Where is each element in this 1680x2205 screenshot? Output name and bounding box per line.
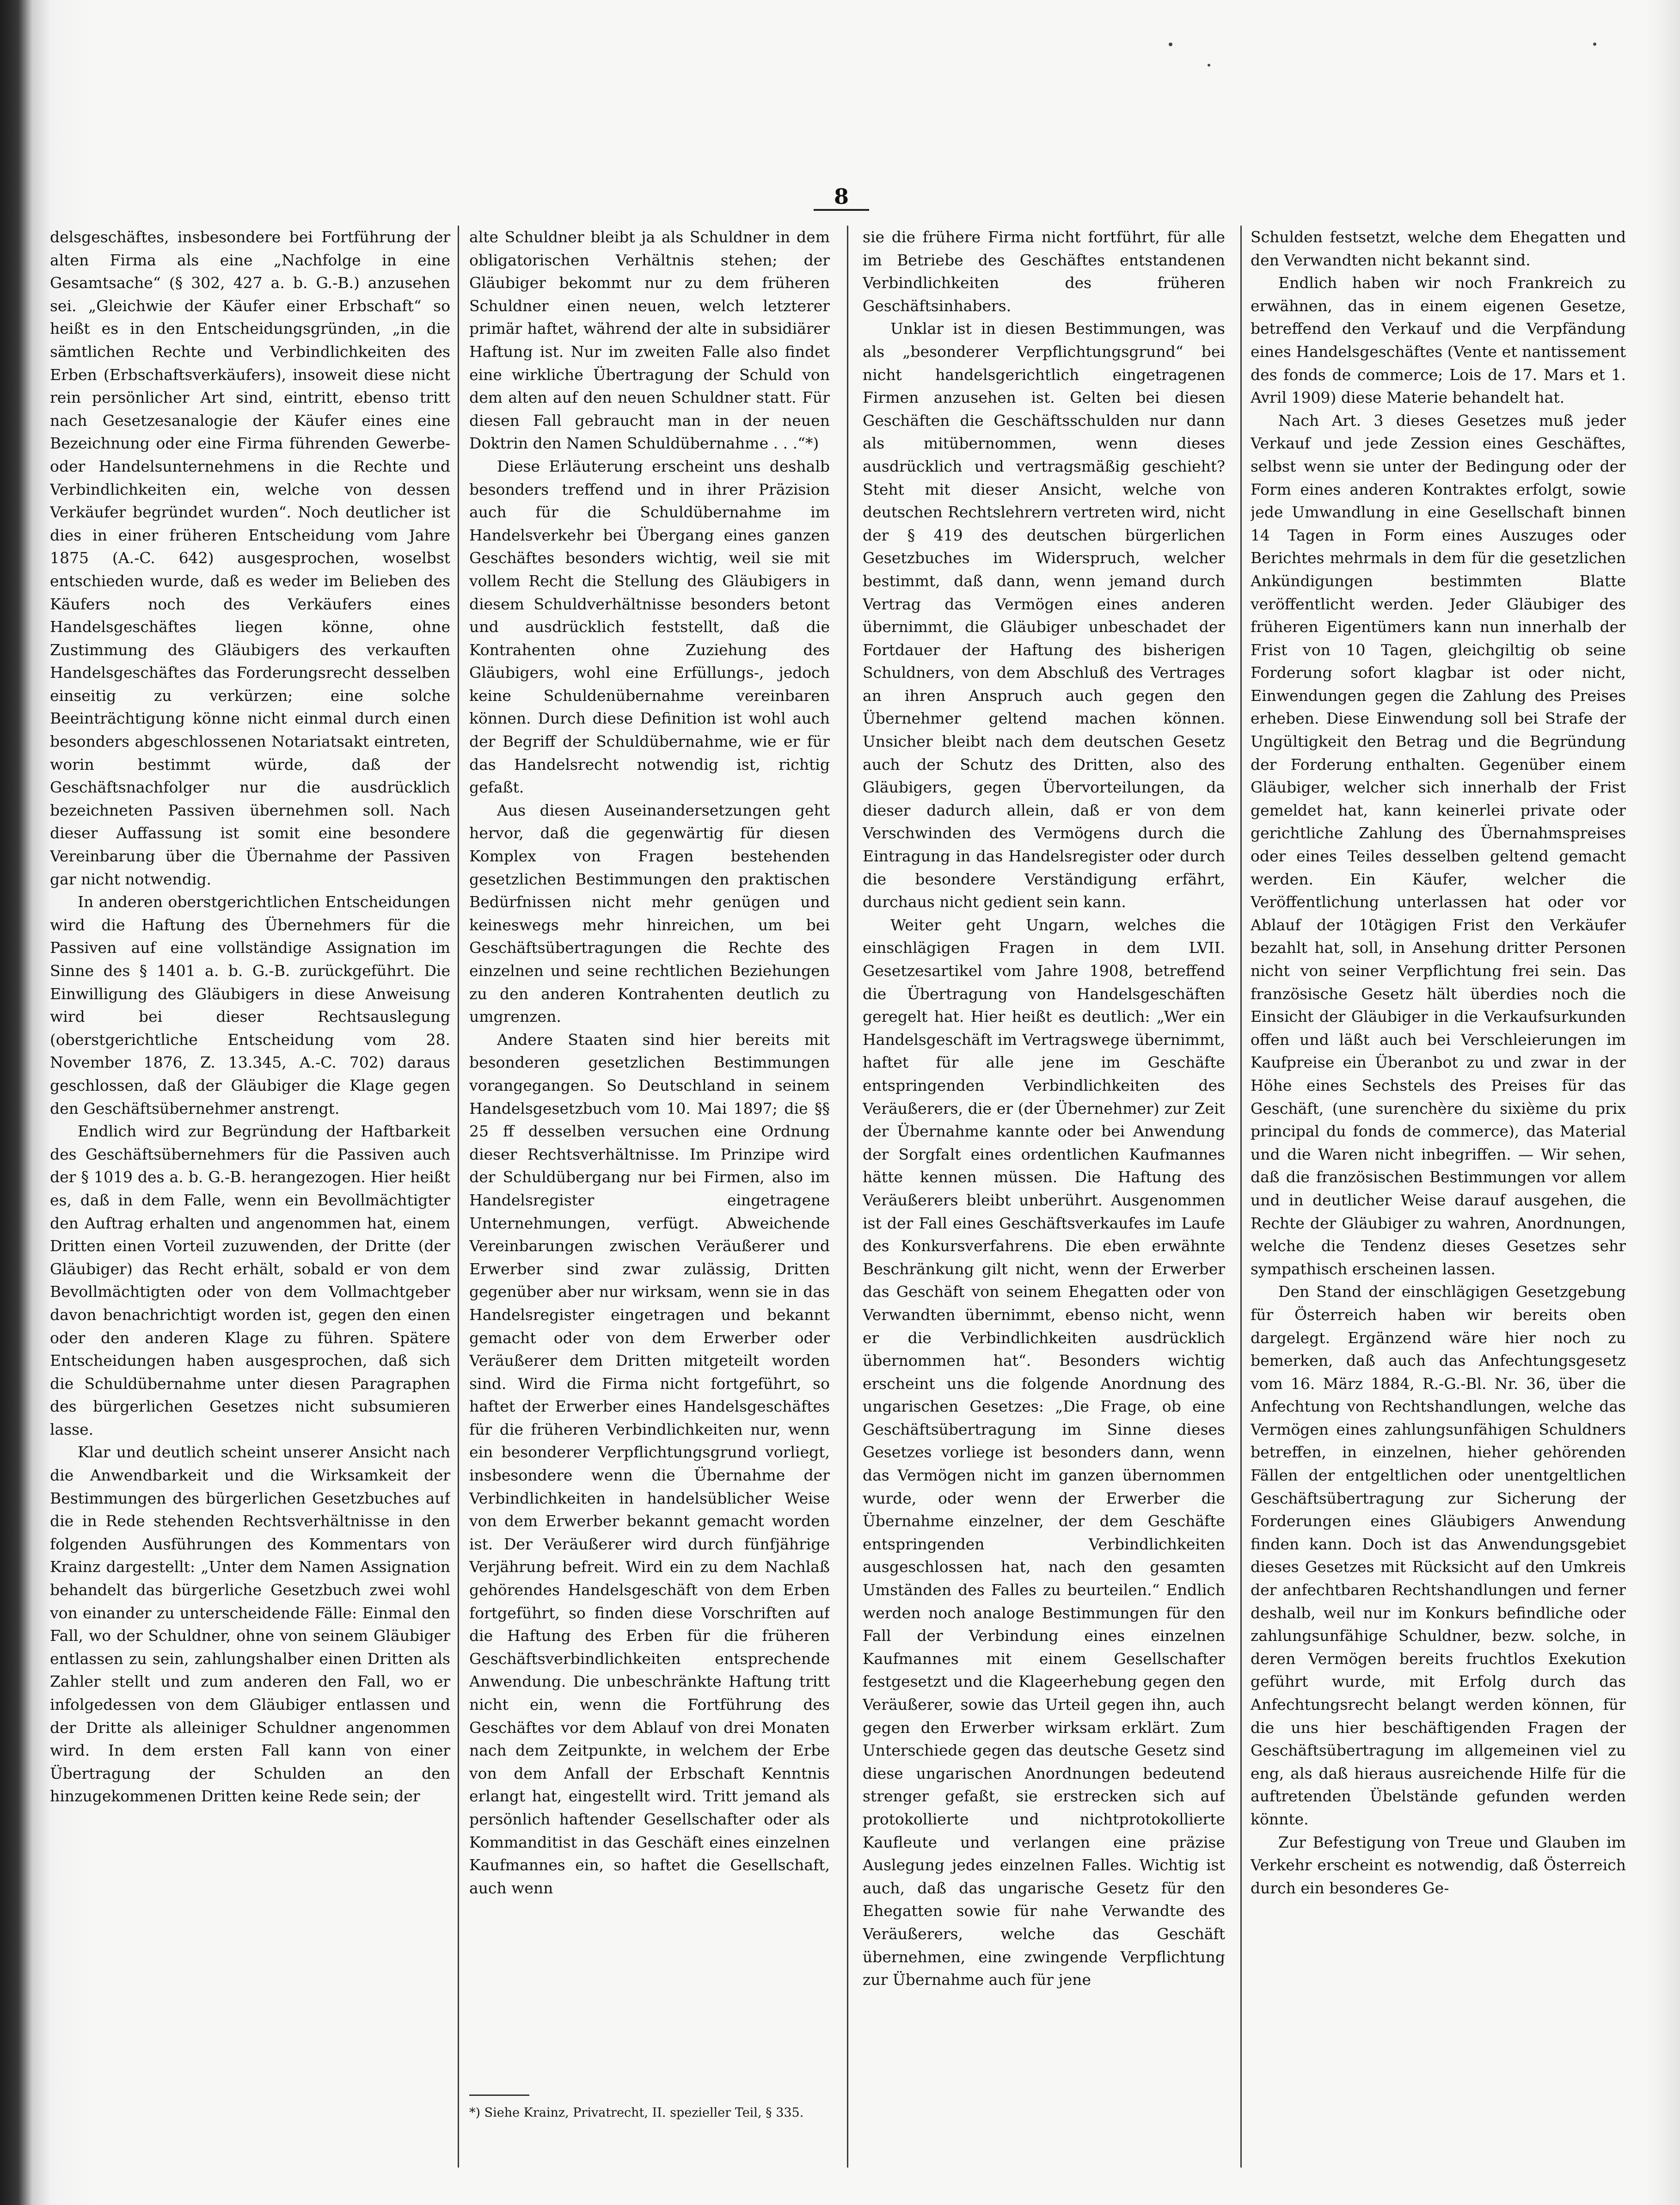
paragraph: Klar und deutlich scheint unserer Ansicht nach die Anwendbarkeit und die Wirksamkeit der Bestimmungen des bürgerlichen Gesetzbuches auf die in Rede stehenden Rechtsverhältnisse in den folgenden Ausführungen des Kommentars von Krainz dargestellt: „Unter dem Namen Assignation behandelt das bürgerliche Gesetzbuch zwei wohl von einander zu unterscheidende Fälle: Einmal den Fall, wo der Schuldner, ohne von seinem Gläubiger entlassen zu sein, zahlungshalber einen Dritten als Zahler stellt und zum anderen den Fall, wo er infolgedessen von dem Gläubiger entlassen und der Dritte als alleiniger Schuldner angenommen wird. In dem ersten Fall kann von einer Übertragung der Schulden an den hinzugekommenen Dritten keine Rede sein; der — [50, 1443, 450, 1806]
column-3 — [863, 226, 1225, 2089]
paragraph: sie die frühere Firma nicht fortführt, für alle im Betriebe des Geschäftes entstandenen Verbindlichkeiten des früheren Geschäftsinhabers. — [863, 228, 1225, 315]
page-number-rule — [814, 209, 869, 211]
page-number: 8 — [834, 184, 849, 209]
column-separator — [1240, 226, 1242, 2168]
footnote-rule — [469, 2094, 529, 2096]
paragraph: Diese Erläuterung erscheint uns deshalb besonders treffend und in ihrer Präzision auch für die Schuldübernahme im Handelsverkehr bei Übergang eines ganzen Geschäftes besonders wichtig, weil sie mit vollem Recht die Stellung des Gläubigers in diesem Schuldverhältnisse besonders betont und ausdrücklich feststellt, daß die Kontrahenten ohne Zuziehung des Gläubigers, wohl eine Erfüllungs-, jedoch keine Schuldenübernahme vereinbaren können. Durch diese Definition ist wohl auch der Begriff der Schuldübernahme, wie er für das Handelsrecht notwendig ist, richtig gefaßt. — [469, 457, 830, 797]
scan-speck — [1169, 43, 1172, 46]
column-separator — [847, 226, 848, 2168]
paragraph: Zur Befestigung von Treue und Glauben im Verkehr erscheint es notwendig, daß Österreich durch ein besonderes Ge- — [1251, 1833, 1626, 1897]
paragraph: Schulden festsetzt, welche dem Ehegatten und den Verwandten nicht bekannt sind. — [1251, 228, 1626, 269]
paragraph: Endlich haben wir noch Frankreich zu erwähnen, das in einem eigenen Gesetze, betreffend den Verkauf und die Verpfändung eines Handelsgeschäftes (Vente et nantissement des fonds de commerce; Lois de 17. Mars et 1. Avril 1909) diese Materie behandelt hat. — [1251, 274, 1626, 407]
paragraph: Weiter geht Ungarn, welches die einschlägigen Fragen in dem LVII. Gesetzesartikel vom Jahre 1908, betreffend die Übertragung von Handelsgeschäften geregelt hat. Hier heißt es deutlich: „Wer ein Handelsgeschäft im Vertragswege übernimmt, haftet für alle jene im Geschäfte entspringenden Verbindlichkeiten des Veräußerers, die er (der Übernehmer) zur Zeit der Übernahme kannte oder bei Anwendung der Sorgfalt eines ordentlichen Kaufmannes hätte kennen müssen. Die Haftung des Veräußerers bleibt unberührt. Ausgenommen ist der Fall eines Geschäftsverkaufes im Laufe des Konkursverfahrens. Die eben erwähnte Beschränkung gilt nicht, wenn der Erwerber das Geschäft von seinem Ehegatten oder von Verwandten übernimmt, ebenso nicht, wenn er die Verbindlichkeiten ausdrücklich übernommen hat“. Besonders wichtig erscheint uns die folgende Anordnung des ungarischen Gesetzes: „Die Frage, ob eine Geschäftsübertragung im Sinne dieses Gesetzes vorliege ist besonders dann, wenn das Vermögen nicht im ganzen übernommen wurde, oder wenn der Erwerber die Übernahme einzelner, der dem Geschäfte entspringenden Verbindlichkeiten ausgeschlossen hat, nach den gesamten Umständen des Falles zu beurteilen.“ Endlich werden noch analoge Bestimmungen für den Fall der Verbindung eines einzelnen Kaufmannes mit einem Gesellschafter festgesetzt und die Klageerhebung gegen den Veräußerer, sowie das Urteil gegen ihn, auch gegen den Erwerber wirksam erklärt. Zum Unterschiede gegen das deutsche Gesetz sind diese ungarischen Anordnungen bedeutend strenger gefaßt, sie erstrecken sich auf protokollierte und nichtprotokollierte Kaufleute und verlangen eine präzise Auslegung jedes einzelnen Falles. Wichtig ist auch, daß das ungarische Gesetz für den Ehegatten sowie für nahe Verwandte des Veräußerers, welche das Geschäft übernehmen, eine zwingende Verpflichtung zur Übernahme auch für jene — [863, 915, 1225, 1989]
footnote: *) Siehe Krainz, Privatrecht, II. spezieller Teil, § 335. — [469, 2106, 804, 2120]
column-1 — [50, 226, 450, 2089]
column-separator — [458, 226, 459, 2168]
scan-speck — [1593, 43, 1596, 46]
paragraph: Aus diesen Auseinandersetzungen geht hervor, daß die gegenwärtig für diesen Komplex von Fragen bestehenden gesetzlichen Bestimmungen den praktischen Bedürfnissen nicht mehr genügen und keineswegs mehr hinreichen, um bei Geschäftsübertragungen die Rechte des einzelnen und seine rechtlichen Beziehungen zu den anderen Kontrahenten deutlich zu umgrenzen. — [469, 801, 830, 1026]
paragraph: Den Stand der einschlägigen Gesetzgebung für Österreich haben wir bereits oben dargelegt. Ergänzend wäre hier noch zu bemerken, daß auch das Anfechtungsgesetz vom 16. März 1884, R.-G.-Bl. Nr. 36, über die Anfechtung von Rechtshandlungen, welche das Vermögen eines zahlungsunfähigen Schuldners betreffen, in einzelnen, hieher gehörenden Fällen der entgeltlichen oder unentgeltlichen Geschäftsübertragung zur Sicherung der Forderungen eines Gläubigers Anwendung finden kann. Doch ist das Anwendungsgebiet dieses Gesetzes mit Rücksicht auf den Umkreis der anfechtbaren Rechtshandlungen und ferner deshalb, weil nur im Konkurs befindliche oder zahlungsunfähige Schuldner, bezw. solche, in deren Vermögen bereits fruchtlos Exekution geführt wurde, mit Erfolg durch das Anfechtungsrecht belangt werden können, für die uns hier beschäftigenden Fragen der Geschäftsübertragung im allgemeinen viel zu eng, als daß hieraus ausreichende Hilfe für die auftretenden Übelstände gefunden werden könnte. — [1251, 1283, 1626, 1828]
paragraph: Andere Staaten sind hier bereits mit besonderen gesetzlichen Bestimmungen vorangegangen. So Deutschland in seinem Handelsgesetzbuch vom 10. Mai 1897; die §§ 25 ff desselben versuchen eine Ordnung dieser Rechtsverhältnisse. Im Prinzipe wird der Schuldübergang nur bei Firmen, also im Handelsregister eingetragene Unternehmungen, verfügt. Abweichende Vereinbarungen zwischen Veräußerer und Erwerber sind zwar zulässig, Dritten gegenüber aber nur wirksam, wenn sie in das Handelsregister eingetragen und bekannt gemacht oder von dem Erwerber oder Veräußerer dem Dritten mitgeteilt worden sind. Wird die Firma nicht fortgeführt, so haftet der Erwerber eines Handelsgeschäftes für die früheren Verbindlichkeiten nur, wenn ein besonderer Verpflichtungsgrund vorliegt, insbesondere wenn die Übernahme der Verbindlichkeiten in handelsüblicher Weise von dem Erwerber bekannt gemacht worden ist. Der Veräußerer wird durch fünfjährige Verjährung befreit. Wird ein zu dem Nachlaß gehörendes Handelsgeschäft von dem Erben fortgeführt, so finden diese Vorschriften auf die Haftung des Erben für die früheren Geschäftsverbindlichkeiten entsprechende Anwendung. Die unbeschränkte Haftung tritt nicht ein, wenn die Fortführung des Geschäftes vor dem Ablauf von drei Monaten nach dem Zeitpunkte, in welchem der Erbe von dem Anfall der Erbschaft Kenntnis erlangt hat, eingestellt wird. Tritt jemand als persönlich haftender Gesellschafter oder als Kommanditist in das Geschäft eines einzelnen Kaufmannes ein, so haftet die Gesellschaft, auch wenn — [469, 1030, 830, 1897]
column-2 — [469, 226, 830, 2089]
paragraph: Unklar ist in diesen Bestimmungen, was als „besonderer Verpflichtungsgrund“ bei nicht handelsgerichtlich eingetragenen Firmen anzusehen ist. Gelten bei diesen Geschäften die Geschäftsschulden nur dann als mitübernommen, wenn dieses ausdrücklich und vertragsmäßig geschieht? Steht mit dieser Ansicht, welche von deutschen Rechtslehrern vertreten wird, nicht der § 419 des deutschen bürgerlichen Gesetzbuches im Widerspruch, welcher bestimmt, daß dann, wenn jemand durch Vertrag das Vermögen eines anderen übernimmt, die Gläubiger unbeschadet der Fortdauer der Haftung des bisherigen Schuldners, von dem Abschluß des Vertrages an ihren Anspruch auch gegen den Übernehmer geltend machen können. Unsicher bleibt nach dem deutschen Gesetz auch der Schutz des Dritten, also des Gläubigers, gegen Übervorteilungen, da dieser dadurch allein, daß er von dem Verschwinden des Vermögens durch die Eintragung in das Handelsregister oder durch die besondere Verständigung erfährt, durchaus nicht gedient sein kann. — [863, 319, 1225, 911]
paragraph: delsgeschäftes, insbesondere bei Fortführung der alten Firma als eine „Nachfolge in eine Gesamtsache“ (§ 302, 427 a. b. G.-B.) anzusehen sei. „Gleichwie der Käufer einer Erbschaft“ so heißt es in den Entscheidungsgründen, „in die sämtlichen Rechte und Verbindlichkeiten des Erben (Erbschaftsverkäufers), insoweit diese nicht rein persönlicher Art sind, eintritt, ebenso tritt nach Gesetzesanalogie der Käufer eines eine Bezeichnung oder eine Firma führenden Gewerbe- oder Handelsunternehmens in die Rechte und Verbindlichkeiten ein, welche von dessen Verkäufer begründet wurden“. Noch deutlicher ist dies in einer früheren Entscheidung vom Jahre 1875 (A.-C. 642) ausgesprochen, woselbst entschieden wurde, daß es weder im Belieben des Käufers noch des Verkäufers eines Handelsgeschäftes liegen könne, ohne Zustimmung des Gläubigers des verkauften Handelsgeschäftes das Forderungsrecht desselben einseitig zu verkürzen; eine solche Beeinträchtigung könne nicht einmal durch einen besonders abgeschlossenen Notariatsakt eintreten, worin bestimmt würde, daß der Geschäftsnachfolger nur die ausdrücklich bezeichneten Passiven übernehmen soll. Nach dieser Auffassung ist somit eine besondere Vereinbarung über die Übernahme der Passiven gar nicht notwendig. — [50, 228, 450, 888]
paragraph: Endlich wird zur Begründung der Haftbarkeit des Geschäftsübernehmers für die Passiven auch der § 1019 des a. b. G.-B. herangezogen. Hier heißt es, daß in dem Falle, wenn ein Bevollmächtigter den Auftrag erhalten und angenommen hat, einem Dritten einen Vorteil zuzuwenden, der Dritte (der Gläubiger) das Recht erhält, sobald er von dem Bevollmächtigten oder von dem Vollmachtgeber davon benachrichtigt worden ist, gegen den einen oder den anderen Klage zu führen. Spätere Entscheidungen haben ausgesprochen, daß sich die Schuldübernahme unter diesen Paragraphen des bürgerlichen Gesetzes nicht subsumieren lasse. — [50, 1122, 450, 1438]
paragraph: In anderen oberstgerichtlichen Entscheidungen wird die Haftung des Übernehmers für die Passiven auf eine vollständige Assignation im Sinne des § 1401 a. b. G.-B. zurückgeführt. Die Einwilligung des Gläubigers in diese Anweisung wird bei dieser Rechtsauslegung (oberstgerichtliche Entscheidung vom 28. November 1876, Z. 13.345, A.-C. 702) daraus geschlossen, daß der Gläubiger die Klage gegen den Geschäftsübernehmer anstrengt. — [50, 893, 450, 1118]
column-4 — [1251, 226, 1626, 2089]
paragraph: Nach Art. 3 dieses Gesetzes muß jeder Verkauf und jede Zession eines Geschäftes, selbst wenn sie unter der Bedingung oder der Form eines anderen Kontraktes erfolgt, sowie jede Umwandlung in eine Gesellschaft binnen 14 Tagen in Form eines Auszuges oder Berichtes mehrmals in dem für die gesetzlichen Ankündigungen bestimmten Blatte veröffentlicht werden. Jeder Gläubiger des früheren Eigentümers kann nun innerhalb der Frist von 10 Tagen, gleichgiltig ob seine Forderung sofort klagbar ist oder nicht, Einwendungen gegen die Zahlung des Preises erheben. Diese Einwendung soll bei Strafe der Ungültigkeit den Betrag und die Begründung der Forderung enthalten. Gegenüber einem Gläubiger, welcher sich innerhalb der Frist gemeldet hat, kann keinerlei private oder gerichtliche Zahlung des Übernahmspreises oder eines Teiles desselben geltend gemacht werden. Ein Käufer, welcher die Veröffentlichung unterlassen hat oder vor Ablauf der 10tägigen Frist den Verkäufer bezahlt hat, soll, in Ansehung dritter Personen nicht von seiner Verpflichtung frei sein. Das französische Gesetz hält überdies noch die Einsicht der Gläubiger in die Verkaufsurkunden offen und läßt auch bei Verschleierungen im Kaufpreise ein Überanbot zu und zwar in der Höhe eines Sechstels des Preises für das Geschäft, (une surenchère du sixième du prix principal du fonds de commerce), das Material und die Waren nicht inbegriffen. — Wir sehen, daß die französischen Bestimmungen vor allem und in deutlicher Weise darauf ausgehen, die Rechte der Gläubiger zu wahren, Anordnungen, welche die Tendenz dieses Gesetzes sehr sympathisch erscheinen lassen. — [1251, 411, 1626, 1278]
paragraph: alte Schuldner bleibt ja als Schuldner in dem obligatorischen Verhältnis stehen; der Gläubiger bekommt nur zu dem früheren Schuldner einen neuen, welch letzterer primär haftet, während der alte in subsidiärer Haftung ist. Nur im zweiten Falle also findet eine wirkliche Übertragung der Schuld von dem alten auf den neuen Schuldner statt. Für diesen Fall gebraucht man in der neuen Doktrin den Namen Schuldübernahme . . .“*) — [469, 228, 830, 453]
scan-speck — [1208, 64, 1210, 67]
